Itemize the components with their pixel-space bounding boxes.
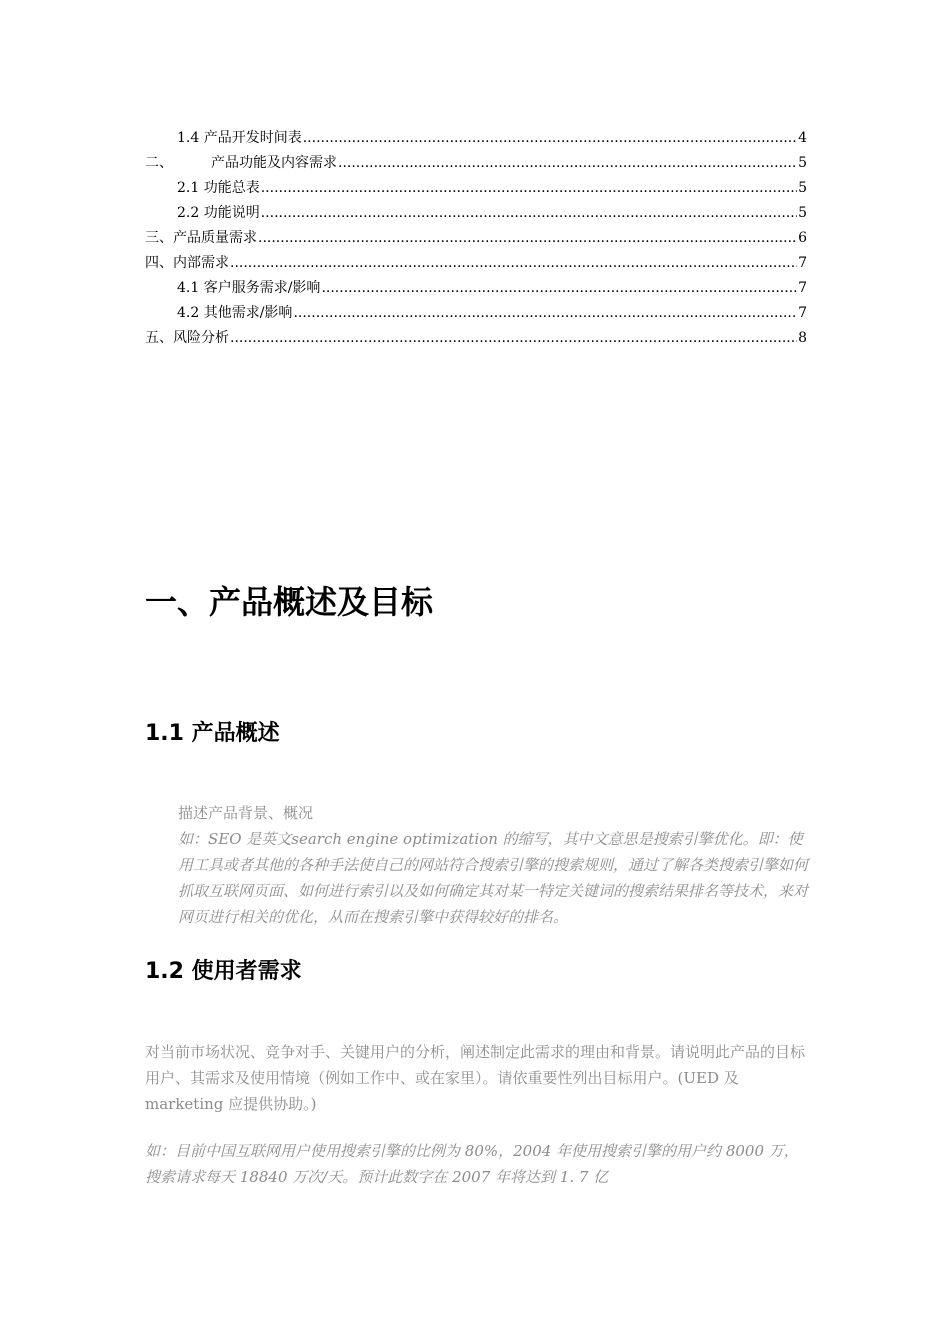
toc-entry-page: 6: [798, 230, 807, 246]
toc-entry[interactable]: [145, 176, 807, 201]
toc-entry[interactable]: [145, 301, 807, 326]
toc-entry-page: 7: [798, 280, 807, 296]
toc-entry-label: 四、内部需求: [145, 255, 229, 271]
subsection-heading: 1.2 使用者需求: [145, 959, 302, 984]
section-heading: 一、产品概述及目标: [145, 583, 434, 621]
toc-entry-text: 产品功能及内容需求: [211, 155, 337, 171]
toc-entry[interactable]: [145, 276, 807, 301]
toc-entry-page: 7: [798, 255, 807, 271]
toc-entry-label: 4.2 其他需求/影响: [177, 305, 293, 321]
toc-leader-dots: [293, 301, 797, 326]
toc-leader-dots: [230, 251, 797, 276]
toc-entry-label: 4.1 客户服务需求/影响: [177, 280, 321, 296]
toc-entry-page: 5: [798, 180, 807, 196]
toc-entry-label: 五、风险分析: [145, 330, 229, 346]
toc-leader-dots: [338, 151, 797, 176]
toc-entry[interactable]: [145, 251, 807, 276]
toc-leader-dots: [303, 126, 797, 151]
toc-entry-page: 5: [798, 205, 807, 221]
toc-entry-label: 1.4 产品开发时间表: [177, 130, 302, 146]
toc-leader-dots: [321, 276, 797, 301]
toc-entry-page: 5: [798, 155, 807, 171]
toc-entry-page: 8: [798, 330, 807, 346]
subsection-heading: 1.1 产品概述: [145, 721, 280, 746]
toc-entry[interactable]: [145, 201, 807, 226]
toc-entry-page: 7: [798, 305, 807, 321]
toc-entry[interactable]: [145, 151, 807, 176]
overview-example: 如：SEO 是英文search engine optimization 的缩写，其中文意思是搜索引擎优化。即：使用工具或者其他的各种手法使自己的网站符合搜索引擎的搜索规则，通过了解各类搜索引擎如何抓取互联网页面、如何进行索引以及如何确定其对某一特定关键词的搜索结果排名等技术，来对网页进行相关的优化，从而在搜索引擎中获得较好的排名。: [178, 830, 809, 926]
toc-entry-page: 4: [798, 130, 807, 146]
user-needs-example-text: 如：目前中国互联网用户使用搜索引擎的比例为 80%，2004 年使用搜索引擎的用户约 8000 万，搜索请求每天 18840 万次/天。预计此数字在 2007 年将达到 1. 7 亿: [145, 1142, 799, 1186]
toc-leader-dots: [258, 226, 797, 251]
user-needs-text: [145, 1039, 813, 1117]
toc-entry[interactable]: [145, 326, 807, 351]
toc-entry-label: 2.1 功能总表: [177, 180, 260, 196]
toc-entry[interactable]: [145, 226, 807, 251]
toc-entry-label: 2.2 功能说明: [177, 205, 260, 221]
toc-leader-dots: [261, 176, 797, 201]
toc-entry-label: [145, 151, 337, 176]
overview-intro: 描述产品背景、概况: [178, 804, 314, 822]
toc-leader-dots: [230, 326, 797, 351]
user-needs-body: 对当前市场状况、竞争对手、关键用户的分析，阐述制定此需求的理由和背景。请说明此产品的目标用户、其需求及使用情境（例如工作中、或在家里）。请依重要性列出目标用户。(UED 及 marketing 应提供协助。): [145, 1043, 806, 1113]
product-overview-text: [178, 800, 813, 930]
toc-entry[interactable]: [145, 126, 807, 151]
toc-leader-dots: [261, 201, 797, 226]
table-of-contents: [145, 126, 807, 351]
toc-entry-label: 三、产品质量需求: [145, 230, 257, 246]
toc-entry-prefix: 二、: [145, 155, 173, 171]
user-needs-example: [145, 1138, 813, 1190]
